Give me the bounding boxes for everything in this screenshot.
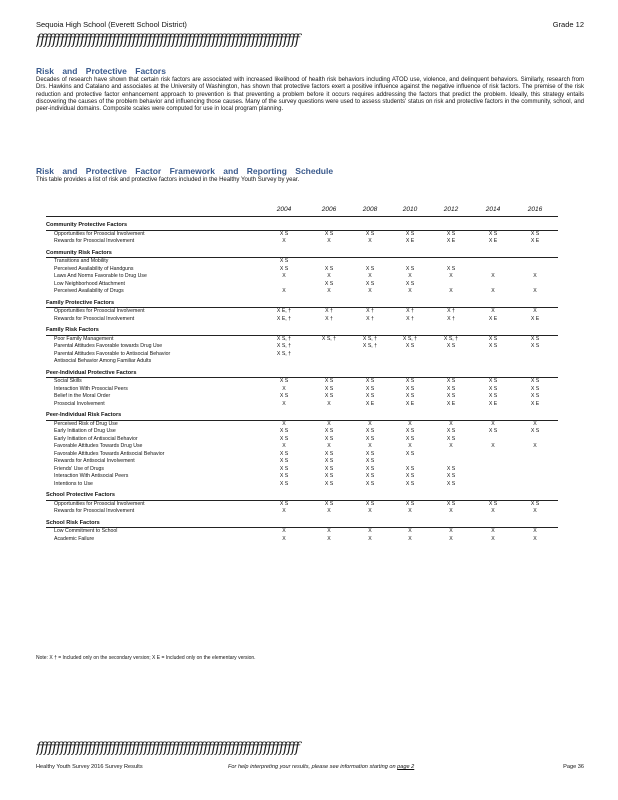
year-cell: X † [325, 315, 333, 322]
year-cell: X S [446, 230, 456, 237]
year-cell: X [408, 535, 412, 542]
year-cell: X S [530, 335, 540, 342]
table-row [46, 351, 558, 359]
year-cell: X [533, 443, 537, 449]
year-cell: X E [446, 400, 456, 407]
factor-schedule-table [46, 206, 558, 547]
factor-label: Rewards for Prosocial Involvement [54, 315, 135, 322]
year-cell: X S [488, 378, 498, 384]
year-cell: X S [530, 385, 540, 392]
year-cell: X [368, 528, 372, 534]
factor-label: Poor Family Management [54, 335, 114, 342]
year-cell: X S [279, 465, 289, 472]
year-cell: X [327, 535, 331, 542]
year-cell: X S [279, 480, 289, 487]
year-cell: X E [530, 400, 540, 407]
year-cell: X S [446, 385, 456, 392]
factor-group-title: School Risk Factors [46, 520, 558, 529]
table-row [46, 428, 558, 436]
year-cell: X S [405, 428, 415, 434]
factor-label: Rewards for Antisocial Involvement [54, 458, 135, 464]
year-cell: X [449, 528, 453, 534]
year-cell: X [368, 273, 372, 279]
footer-survey-title: Healthy Youth Survey 2016 Survey Results [36, 764, 143, 770]
factor-label: Antisocial Behavior Among Familiar Adults [54, 358, 152, 364]
year-cell: X S [324, 500, 334, 507]
year-cell: X S [324, 393, 334, 399]
factor-label: Academic Failure [54, 535, 95, 542]
year-cell: X [491, 273, 495, 279]
year-cell: X S [279, 230, 289, 237]
factor-group [46, 492, 558, 516]
factor-label: Intentions to Use [54, 480, 93, 487]
factor-group [46, 327, 558, 366]
factor-label: Opportunities for Prosocial Involvement [54, 500, 145, 507]
year-cell: X S [365, 393, 375, 399]
table-row [46, 231, 558, 239]
table-row [46, 481, 558, 489]
year-cell: X S, † [276, 343, 292, 349]
year-cell: X S [279, 258, 289, 264]
year-cell: X S [405, 385, 415, 392]
table-row [46, 266, 558, 274]
year-cell: X E [405, 238, 415, 244]
year-cell: X [327, 508, 331, 514]
year-cell: X S [324, 480, 334, 487]
decorative-rule-top: ffffffffffffffffffffffffffffffffffffffffffffffffffffffffffffffffff [36, 32, 299, 48]
year-cell: X S [324, 473, 334, 479]
year-cell: X S [530, 378, 540, 384]
year-cell: X [327, 400, 331, 407]
table-row [46, 443, 558, 451]
year-header: 2004 [276, 206, 292, 213]
year-cell: X S [446, 428, 456, 434]
framework-subtitle: This table provides a list of risk and protective factors included in the Healthy Youth Survey by year. [36, 177, 300, 183]
year-cell: X S [405, 378, 415, 384]
table-row [46, 316, 558, 324]
factor-label: Rewards for Prosocial Involvement [54, 238, 135, 244]
year-cell: X E [365, 400, 375, 407]
year-cell: X E [488, 238, 498, 244]
year-cell: X [327, 443, 331, 449]
factor-label: Laws And Norms Favorable to Drug Use [54, 273, 147, 279]
table-row [46, 451, 558, 459]
factor-group [46, 412, 558, 488]
year-cell: X S [279, 435, 289, 442]
table-row [46, 421, 558, 429]
year-cell: X S [365, 465, 375, 472]
year-cell: X [449, 443, 453, 449]
year-cell: X S [365, 473, 375, 479]
factor-label: Belief in the Moral Order [54, 393, 111, 399]
factor-group-title: Peer-Individual Risk Factors [46, 412, 558, 421]
year-cell: X S [365, 480, 375, 487]
year-cell: X [491, 420, 495, 427]
table-row [46, 436, 558, 444]
year-cell: X [327, 273, 331, 279]
table-note: Note: X † = Included only on the secondary version; X E = Included only on the elementary version. [36, 655, 256, 661]
year-cell: X [449, 535, 453, 542]
year-cell: X S [446, 480, 456, 487]
year-cell: X [282, 273, 286, 279]
year-cell: X [533, 508, 537, 514]
table-row [46, 508, 558, 516]
factor-label: Transitions and Mobility [54, 258, 109, 264]
year-cell: X [408, 288, 412, 294]
year-cell: X [408, 528, 412, 534]
year-cell: X E [530, 238, 540, 244]
year-cell: X [449, 288, 453, 294]
year-cell: X S [324, 230, 334, 237]
year-cell: X [282, 535, 286, 542]
year-cell: X E, † [276, 315, 292, 322]
year-cell: X S [365, 378, 375, 384]
table-row [46, 343, 558, 351]
factor-label: Prosocial Involvement [54, 400, 105, 407]
year-cell: X S [446, 378, 456, 384]
table-row [46, 458, 558, 466]
year-cell: X S [365, 435, 375, 442]
year-cell: X S [530, 343, 540, 349]
year-cell: X [491, 508, 495, 514]
year-cell: X [449, 273, 453, 279]
factor-label: Perceived Availability of Drugs [54, 288, 124, 294]
year-cell: X S [530, 230, 540, 237]
year-cell: X S [324, 428, 334, 434]
year-cell: X [368, 535, 372, 542]
year-cell: X [282, 420, 286, 427]
year-cell: X S [324, 280, 334, 287]
year-cell: X S [405, 473, 415, 479]
factor-label: Interaction With Antisocial Peers [54, 473, 129, 479]
year-cell: X S [324, 458, 334, 464]
table-row [46, 528, 558, 536]
table-row [46, 273, 558, 281]
year-cell: X E [530, 315, 540, 322]
year-cell: X S [324, 450, 334, 457]
year-cell: X S [365, 280, 375, 287]
year-cell: X S [488, 385, 498, 392]
table-row [46, 238, 558, 246]
year-cell: X [449, 508, 453, 514]
year-header: 2006 [321, 206, 337, 213]
year-cell: X [533, 273, 537, 279]
year-cell: X S [279, 378, 289, 384]
table-row [46, 386, 558, 394]
year-cell: X S, † [276, 350, 292, 357]
year-cell: X S [446, 473, 456, 479]
year-cell: X S [405, 265, 415, 272]
year-header: 2016 [527, 206, 543, 213]
factor-group [46, 250, 558, 296]
year-cell: X [491, 443, 495, 449]
year-cell: X S [279, 265, 289, 272]
year-cell: X [368, 508, 372, 514]
footer-page-number: Page 36 [563, 764, 584, 770]
year-cell: X S [488, 393, 498, 399]
year-cell: X S [488, 335, 498, 342]
year-cell: X S [405, 500, 415, 507]
factor-label: Perceived Availability of Handguns [54, 265, 134, 272]
table-row [46, 308, 558, 316]
year-cell: X S, † [402, 335, 418, 342]
table-row [46, 378, 558, 386]
table-row [46, 466, 558, 474]
year-header: 2010 [402, 206, 418, 213]
factor-label: Perceived Risk of Drug Use [54, 420, 118, 427]
year-cell: X S [405, 280, 415, 287]
year-cell: X [408, 420, 412, 427]
year-cell: X S [446, 500, 456, 507]
year-cell: X [408, 273, 412, 279]
year-cell: X S [279, 450, 289, 457]
year-cell: X S [488, 500, 498, 507]
year-cell: X S [279, 458, 289, 464]
year-cell: X E [446, 238, 456, 244]
year-cell: X † [366, 308, 374, 314]
year-cell: X S [279, 393, 289, 399]
year-cell: X E [488, 400, 498, 407]
table-row [46, 401, 558, 409]
year-cell: X S, † [362, 343, 378, 349]
table-row [46, 288, 558, 296]
footer-page-link[interactable]: page 2 [397, 764, 415, 770]
factor-label: Low Commitment to School [54, 528, 118, 534]
year-cell: X S [488, 230, 498, 237]
year-cell: X [449, 420, 453, 427]
factor-group [46, 222, 558, 246]
decorative-rule-bottom: ffffffffffffffffffffffffffffffffffffffffffffffffffffffffffffffffff [36, 740, 299, 756]
year-cell: X S [405, 450, 415, 457]
year-cell: X S [279, 473, 289, 479]
year-cell: X [282, 508, 286, 514]
year-cell: X S [405, 343, 415, 349]
year-cell: X † [406, 308, 414, 314]
table-row [46, 473, 558, 481]
factor-label: Interaction With Prosocial Peers [54, 385, 128, 392]
table-row [46, 336, 558, 344]
year-cell: X S [324, 435, 334, 442]
year-cell: X S [488, 343, 498, 349]
factor-group [46, 300, 558, 324]
year-cell: X S [488, 428, 498, 434]
factor-label: Parental Attitudes Favorable towards Drug Use [54, 343, 163, 349]
year-cell: X [533, 535, 537, 542]
year-cell: X [282, 528, 286, 534]
year-cell: X S [405, 465, 415, 472]
factor-group-title: Peer-Individual Protective Factors [46, 370, 558, 379]
table-row [46, 358, 558, 366]
year-cell: X E, † [276, 308, 292, 314]
year-cell: X S, † [443, 335, 459, 342]
year-cell: X [491, 535, 495, 542]
factor-label: Early Initiation of Drug Use [54, 428, 116, 434]
year-cell: X [327, 420, 331, 427]
grade-label: Grade 12 [552, 20, 584, 29]
year-cell: X S [365, 230, 375, 237]
year-cell: X S [365, 500, 375, 507]
year-cell: X S [446, 393, 456, 399]
factor-group-title: Family Protective Factors [46, 300, 558, 309]
factor-group-title: School Protective Factors [46, 492, 558, 501]
year-cell: X S, † [276, 335, 292, 342]
year-cell: X [533, 288, 537, 294]
year-cell: X [282, 238, 286, 244]
year-cell: X † [447, 308, 455, 314]
section-title-framework: Risk and Protective Factor Framework and Reporting Schedule [36, 166, 334, 176]
year-cell: X [282, 288, 286, 294]
year-cell: X [327, 528, 331, 534]
year-cell: X S [365, 428, 375, 434]
year-cell: X S [365, 450, 375, 457]
factor-group [46, 370, 558, 409]
year-cell: X [368, 288, 372, 294]
factor-label: Favorable Attitudes Towards Antisocial Behavior [54, 450, 165, 457]
year-cell: X S [446, 265, 456, 272]
year-cell: X S [324, 265, 334, 272]
year-cell: X S [405, 480, 415, 487]
factor-label: Friends' Use of Drugs [54, 465, 105, 472]
table-row [46, 501, 558, 509]
year-header: 2012 [443, 206, 459, 213]
year-cell: X [533, 308, 537, 314]
year-cell: X [408, 508, 412, 514]
table-row [46, 258, 558, 266]
year-cell: X S [530, 393, 540, 399]
year-cell: X S [530, 428, 540, 434]
factor-label: Early Initiation of Antisocial Behavior [54, 435, 138, 442]
year-cell: X E [405, 400, 415, 407]
year-cell: X † [447, 315, 455, 322]
year-cell: X [533, 420, 537, 427]
year-cell: X [491, 528, 495, 534]
year-header-row [46, 206, 558, 217]
year-cell: X S [365, 265, 375, 272]
year-cell: X S [405, 435, 415, 442]
factor-label: Opportunities for Prosocial Involvement [54, 308, 145, 314]
year-cell: X S [446, 435, 456, 442]
year-cell: X [282, 385, 286, 392]
year-cell: X [368, 420, 372, 427]
year-cell: X E [488, 315, 498, 322]
year-cell: X [408, 443, 412, 449]
factor-label: Social Skills [54, 378, 82, 384]
school-name: Sequoia High School (Everett School District) [36, 20, 187, 29]
year-cell: X S [324, 385, 334, 392]
year-cell: X S [279, 500, 289, 507]
year-cell: X [282, 400, 286, 407]
year-cell: X S [530, 500, 540, 507]
year-cell: X [368, 238, 372, 244]
year-cell: X [368, 443, 372, 449]
year-cell: X S, † [362, 335, 378, 342]
year-cell: X † [406, 315, 414, 322]
year-cell: X S [365, 385, 375, 392]
year-cell: X S [446, 465, 456, 472]
year-cell: X [533, 528, 537, 534]
year-cell: X S [365, 458, 375, 464]
factor-group [46, 520, 558, 544]
intro-paragraph: Decades of research have shown that certain risk factors are associated with increased likelihood of health risk behaviors including ATOD use, violence, and delinquent behaviors. Similarly, research from Drs. Hawkins and Catalano and associates at the University of Washington, has shown that protective factors exert a positive influence against the negative influence of risk factors. The premise of the risk reduction and protective factor enhancement approach to prevention is that preventing a problem before it occurs requires addressing the factors that predict the problem. Ideally, this strategy entails discovering the causes of the problem behavior and influencing those causes. Many of the survey questions were used to assess students' status on risk and protective factors in the community, school, and peer-individual domains. Composite scales were computed for use in local program planning. [36, 77, 584, 113]
footer-help-text [228, 764, 414, 770]
year-header: 2008 [362, 206, 378, 213]
year-cell: X [282, 443, 286, 449]
table-row [46, 536, 558, 544]
year-cell: X S [324, 465, 334, 472]
factor-group-title: Community Protective Factors [46, 222, 558, 231]
year-cell: X S [279, 428, 289, 434]
year-cell: X S [324, 378, 334, 384]
table-row [46, 393, 558, 401]
year-header: 2014 [485, 206, 501, 213]
factor-label: Opportunities for Prosocial Involvement [54, 230, 145, 237]
year-cell: X S [405, 230, 415, 237]
year-cell: X † [325, 308, 333, 314]
factor-label: Favorable Attitudes Towards Drug Use [54, 443, 143, 449]
section-title-risk-protective: Risk and Protective Factors [36, 66, 166, 76]
year-cell: X S [446, 343, 456, 349]
year-cell: X S [405, 393, 415, 399]
factor-label: Parental Attitudes Favorable to Antisocial Behavior [54, 350, 171, 357]
year-cell: X [491, 288, 495, 294]
table-row [46, 281, 558, 289]
year-cell: X [491, 308, 495, 314]
factor-group-title: Community Risk Factors [46, 250, 558, 259]
footer-help-label: For help interpreting your results, please see information starting on [228, 764, 396, 770]
year-cell: X S, † [321, 335, 337, 342]
factor-label: Rewards for Prosocial Involvement [54, 508, 135, 514]
year-cell: X † [366, 315, 374, 322]
factor-label: Low Neighborhood Attachment [54, 280, 125, 287]
factor-group-title: Family Risk Factors [46, 327, 558, 336]
year-cell: X [327, 288, 331, 294]
year-cell: X [327, 238, 331, 244]
